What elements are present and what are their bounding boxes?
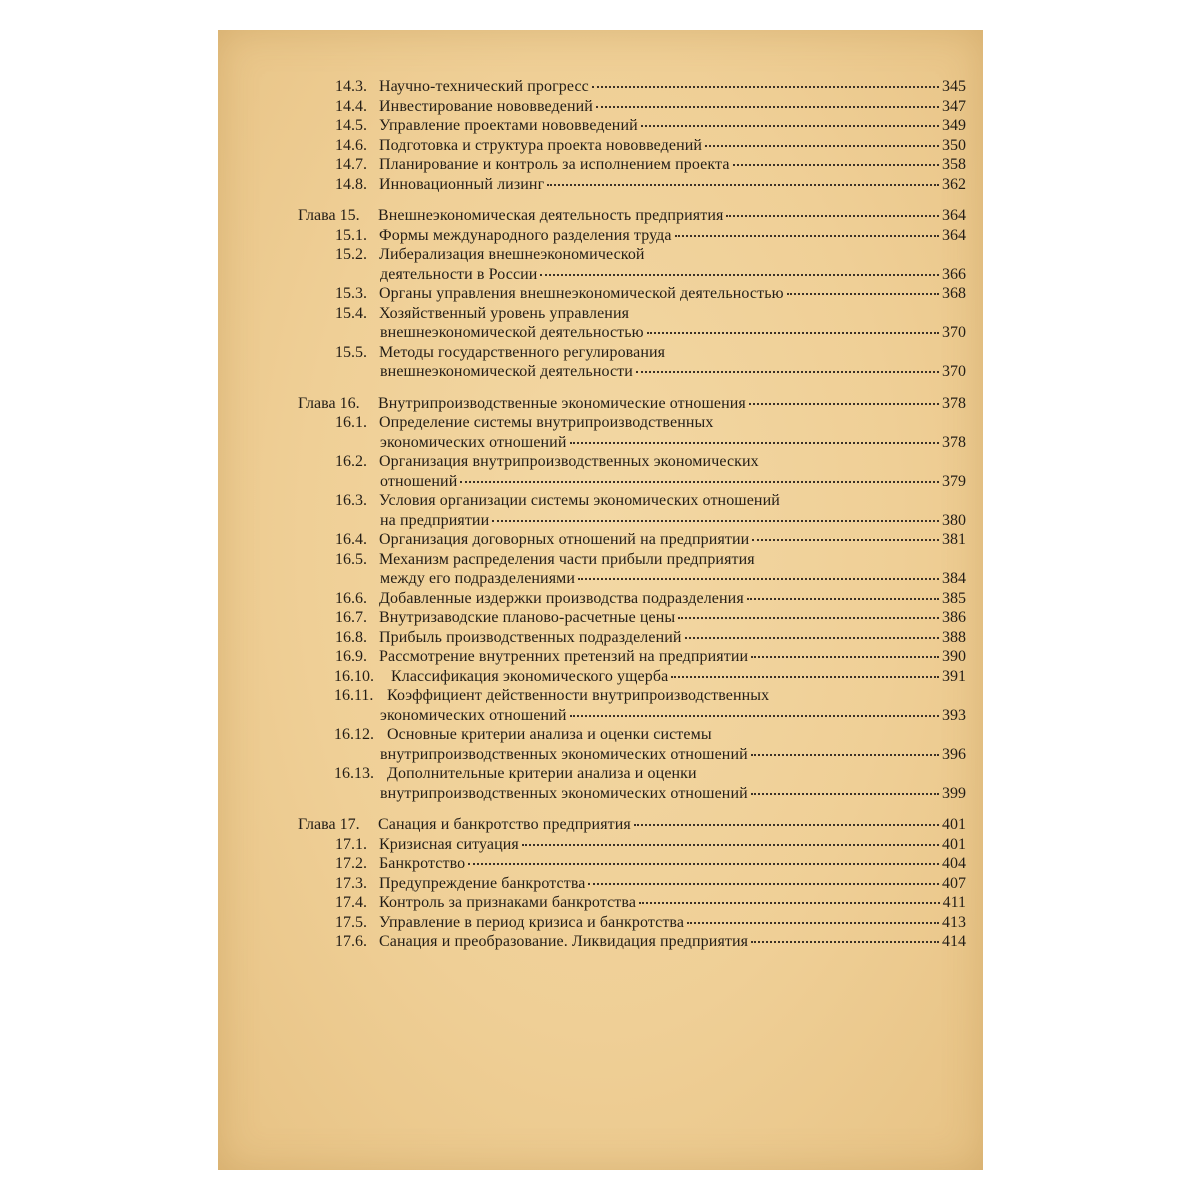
dot-leader [751,941,939,943]
toc-entry-15-5-cont [298,362,966,382]
entry-title: Кризисная ситуация [379,835,519,853]
toc-entry-15-2-cont [298,265,966,285]
entry-number: 16.9. [335,648,367,665]
dot-leader [540,274,939,276]
entry-page: 350 [942,136,966,154]
entry-title-continuation: на предприятии [380,511,490,529]
entry-title: Подготовка и структура проекта нововведений [379,136,703,154]
dot-leader [636,371,939,373]
entry-number: 16.10. [334,667,374,685]
entry-title-continuation: отношений [380,472,458,490]
dot-leader [634,824,939,826]
entry-page: 366 [942,265,966,283]
dot-leader [747,598,939,600]
chapter-title: Внутрипроизводственные экономические отношения [378,394,746,412]
entry-number: 16.6. [335,589,367,607]
entry-page: 414 [942,933,966,950]
toc-entry-15-4-cont [298,323,966,343]
entry-title: Научно-технический прогресс [379,78,589,95]
chapter-number: Глава 17. [298,816,360,833]
toc-entry-14-7 [298,155,966,175]
book-page [218,30,983,1170]
toc-chapter-17 [298,815,966,835]
entry-page: 347 [942,97,966,115]
toc-chapter-16 [298,394,966,414]
entry-title: Дополнительные критерии анализа и оценки [387,765,697,782]
toc-entry-16-11-cont [298,706,966,726]
entry-title-continuation: экономических отношений [380,706,567,724]
dot-leader [685,637,939,639]
toc-entry-15-3 [298,284,966,304]
toc-entry-17-2 [298,854,966,874]
entry-page: 378 [942,433,966,451]
dot-leader [687,922,939,924]
entry-title-continuation: между его подразделениями [380,570,576,587]
chapter-number: Глава 16. [298,394,360,412]
dot-leader [726,215,939,217]
dot-leader [647,332,939,334]
entry-number: 16.4. [335,531,367,548]
dot-leader [751,793,939,795]
entry-title: Контроль за признаками банкротства [379,894,637,911]
toc-entry-17-3 [298,874,966,894]
dot-leader [751,754,939,756]
entry-number: 17.6. [335,933,367,950]
entry-title: Условия организации системы экономических отношений [379,492,780,509]
entry-number: 15.1. [335,226,367,244]
entry-number: 15.4. [335,304,367,322]
toc-entry-17-5 [298,913,966,933]
entry-number: 16.2. [335,453,367,470]
entry-page: 345 [942,78,966,95]
entry-number: 16.1. [335,414,367,431]
entry-page: 399 [942,784,966,802]
dot-leader [570,442,939,444]
toc-chapter-15 [298,206,966,226]
dot-leader [733,164,939,166]
toc-entry-14-6 [298,136,966,156]
toc-entry-16-1 [298,413,966,433]
entry-page: 386 [942,609,966,626]
entry-title-continuation: внутрипроизводственных экономических отношений [380,784,748,802]
entry-page: 401 [942,835,966,853]
toc-entry-17-6 [298,932,966,952]
entry-number: 14.5. [335,117,367,134]
entry-title: Органы управления внешнеэкономической деятельностью [379,285,784,302]
entry-number: 16.7. [335,609,367,626]
entry-page: 393 [942,706,966,724]
entry-page: 379 [942,472,966,490]
entry-title: Классификация экономического ущерба [391,667,669,685]
entry-title-continuation: экономических отношений [380,433,567,451]
toc-entry-14-5 [298,116,966,136]
entry-number: 14.7. [335,156,367,173]
toc-entry-16-3-cont [298,511,966,531]
dot-leader [751,656,939,658]
entry-number: 17.5. [335,913,367,931]
entry-title: Инновационный лизинг [379,175,545,193]
dot-leader [752,539,939,541]
toc-entry-16-13 [298,764,966,784]
entry-number: 15.3. [335,285,367,302]
chapter-number: Глава 15. [298,207,360,224]
toc-entry-17-4 [298,893,966,913]
entry-page: 349 [942,117,966,134]
entry-page: 385 [942,589,966,607]
entry-page: 407 [942,874,966,892]
dot-leader [578,578,939,580]
toc-entry-15-5 [298,343,966,363]
entry-page: 384 [942,570,966,587]
chapter-page: 401 [942,816,966,833]
entry-number: 14.6. [335,136,367,154]
dot-leader [492,520,939,522]
chapter-page: 364 [942,207,966,224]
entry-number: 14.8. [335,175,367,193]
entry-page: 380 [942,511,966,529]
toc-entry-16-5 [298,550,966,570]
entry-page: 358 [942,156,966,173]
dot-leader [749,403,939,405]
dot-leader [547,184,939,186]
toc-entry-17-1 [298,835,966,855]
toc-entry-16-6 [298,589,966,609]
entry-number: 16.5. [335,550,367,568]
toc-entry-16-2-cont [298,472,966,492]
entry-title: Планирование и контроль за исполнением проекта [379,156,730,173]
toc-entry-16-2 [298,452,966,472]
entry-number: 17.1. [335,835,367,853]
entry-page: 362 [942,175,966,193]
entry-number: 17.4. [335,894,367,911]
entry-title: Добавленные издержки производства подразделения [379,589,744,607]
table-of-contents [298,77,966,952]
toc-entry-16-13-cont [298,784,966,804]
entry-number: 14.3. [335,78,367,95]
dot-leader [675,235,939,237]
entry-number: 15.5. [335,343,367,361]
dot-leader [592,86,939,88]
dot-leader [641,125,939,127]
entry-title: Организация внутрипроизводственных экономических [379,453,759,470]
entry-title: Механизм распределения части прибыли предприятия [379,550,755,568]
entry-title: Управление проектами нововведений [379,117,638,134]
dot-leader [639,902,940,904]
toc-entry-14-3 [298,77,966,97]
toc-entry-15-4 [298,304,966,324]
dot-leader [705,145,939,147]
entry-title: Либерализация внешнеэкономической [379,246,645,263]
entry-number: 14.4. [335,97,367,115]
entry-title: Управление в период кризиса и банкротства [379,913,685,931]
toc-entry-16-4 [298,530,966,550]
entry-title: Методы государственного регулирования [379,343,666,361]
entry-page: 411 [942,894,966,911]
entry-number: 16.3. [335,492,367,509]
entry-page: 370 [942,324,966,341]
toc-entry-16-1-cont [298,433,966,453]
toc-entry-16-10 [298,667,966,687]
dot-leader [460,481,939,483]
entry-title: Рассмотрение внутренних претензий на предприятии [379,648,749,665]
toc-entry-16-11 [298,686,966,706]
toc-entry-16-8 [298,628,966,648]
toc-entry-16-7 [298,608,966,628]
dot-leader [678,617,939,619]
entry-page: 390 [942,648,966,665]
entry-title: Предупреждение банкротства [379,874,586,892]
entry-title: Организация договорных отношений на предприятии [379,531,750,548]
entry-page: 381 [942,531,966,548]
entry-number: 16.8. [335,628,367,646]
entry-page: 391 [942,667,966,685]
dot-leader [468,863,939,865]
entry-page: 404 [942,855,966,872]
toc-entry-15-1 [298,226,966,246]
entry-title-continuation: внутрипроизводственных экономических отношений [380,745,748,763]
entry-title: Инвестирование нововведений [379,97,593,115]
entry-number: 16.12. [334,726,374,743]
dot-leader [570,715,939,717]
entry-number: 16.11. [334,687,374,704]
dot-leader [787,293,939,295]
chapter-page: 378 [942,394,966,412]
entry-number: 16.13. [334,765,374,782]
dot-leader [522,844,939,846]
entry-title-continuation: внешнеэкономической деятельностью [380,324,644,341]
chapter-title: Санация и банкротство предприятия [378,816,631,833]
entry-page: 396 [942,745,966,763]
toc-entry-16-5-cont [298,569,966,589]
entry-number: 15.2. [335,246,367,263]
toc-entry-16-3 [298,491,966,511]
toc-entry-16-9 [298,647,966,667]
entry-title: Банкротство [379,855,466,872]
entry-title: Коэффициент действенности внутрипроизводственных [387,687,770,704]
dot-leader [671,676,939,678]
entry-page: 370 [942,363,966,380]
entry-title: Формы международного разделения труда [379,226,672,244]
entry-page: 388 [942,628,966,646]
entry-title-continuation: деятельности в России [380,265,538,283]
entry-title: Хозяйственный уровень управления [379,304,630,322]
toc-entry-15-2 [298,245,966,265]
entry-title: Определение системы внутрипроизводственных [379,414,714,431]
entry-page: 368 [942,285,966,302]
entry-title: Внутризаводские планово-расчетные цены [379,609,676,626]
toc-entry-14-4 [298,97,966,117]
entry-number: 17.2. [335,855,367,872]
entry-page: 364 [942,226,966,244]
entry-title-continuation: внешнеэкономической деятельности [380,363,633,380]
toc-entry-16-12 [298,725,966,745]
dot-leader [596,106,939,108]
entry-number: 17.3. [335,874,367,892]
toc-entry-14-8 [298,175,966,195]
entry-page: 413 [942,913,966,931]
chapter-title: Внешнеэкономическая деятельность предприятия [378,207,724,224]
dot-leader [588,883,939,885]
entry-title: Санация и преобразование. Ликвидация предприятия [379,933,749,950]
toc-entry-16-12-cont [298,745,966,765]
entry-title: Основные критерии анализа и оценки системы [387,726,712,743]
entry-title: Прибыль производственных подразделений [379,628,682,646]
